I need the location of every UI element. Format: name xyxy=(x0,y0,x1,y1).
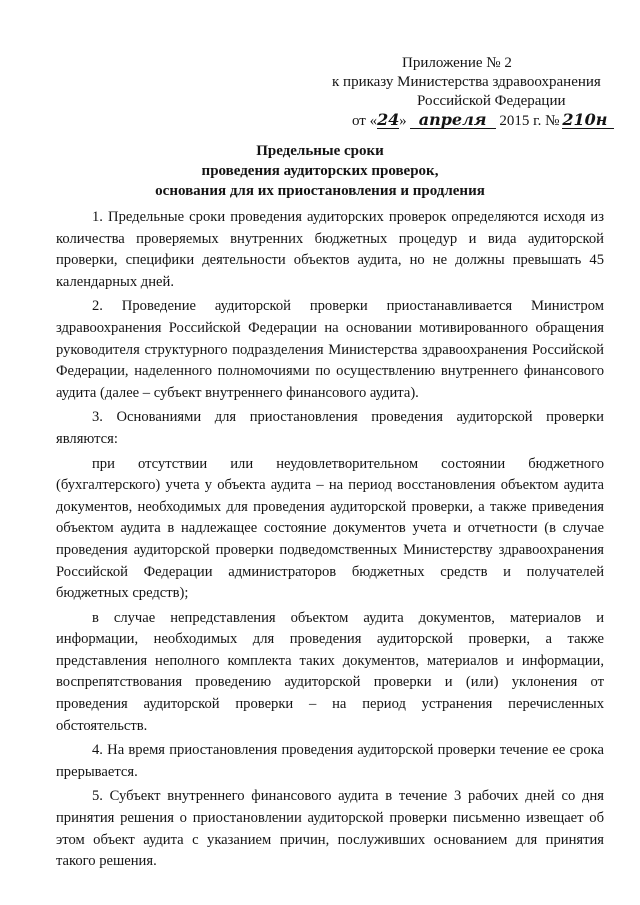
date-year-label: 2015 г. № xyxy=(499,113,560,129)
handwritten-month: апреля xyxy=(410,112,496,129)
handwritten-order-number: 210н xyxy=(562,112,614,129)
title-line-2: проведения аудиторских проверок, xyxy=(201,163,439,179)
title-line-3: основания для их приостановления и продления xyxy=(155,183,485,199)
appendix-number: Приложение № 2 xyxy=(402,55,512,71)
federation-name: Российской Федерации xyxy=(417,93,566,109)
paragraph-2: 2. Проведение аудиторской проверки приостанавливается Министром здравоохранения Российской Федерации на основании мотивированного обращения руководителя структурного подразделения Министерства здравоохранения Российской Федерации, наделенного полномочиями по осуществлению внутреннего финансового аудита (далее – субъект внутреннего финансового аудита). xyxy=(56,298,604,401)
order-reference: к приказу Министерства здравоохранения xyxy=(332,74,601,90)
handwritten-day: 24 xyxy=(377,110,400,129)
date-prefix: от « xyxy=(352,113,378,129)
paragraph-1: 1. Предельные сроки проведения аудиторских проверок определяются исходя из количества проверяемых внутренних бюджетных процедур и вида аудиторской проверки, специфики деятельности объектов аудита, но не должны превышать 45 календарных дней. xyxy=(56,209,604,290)
title-line-1: Предельные сроки xyxy=(256,143,384,159)
paragraph-3: 3. Основаниями для приостановления проведения аудиторской проверки являются: xyxy=(56,409,604,447)
appendix-header xyxy=(306,54,616,131)
document-body xyxy=(56,207,604,873)
order-date-line xyxy=(306,112,616,131)
document-title xyxy=(0,141,640,201)
paragraph-4: 4. На время приостановления проведения аудиторской проверки течение ее срока прерывается. xyxy=(56,742,604,780)
paragraph-5: 5. Субъект внутреннего финансового аудита в течение 3 рабочих дней со дня принятия решения о приостановлении аудиторской проверки письменно извещает об этом объект аудита с указанием причин, послуживших основанием для принятия такого решения. xyxy=(56,788,604,870)
paragraph-3-item-1: при отсутствии или неудовлетворительном состоянии бюджетного (бухгалтерского) учета у объекта аудита – на период восстановления объектом аудита документов, необходимых для проведения аудиторской проверки, а также приведения объектом аудита в надлежащее состояние документов учета и отчетности (в случае проведения аудиторской проверки подведомственных Министерству здравоохранения Российской Федерации администраторов бюджетных средств и получателей бюджетных средств); xyxy=(56,455,604,602)
paragraph-3-item-2: в случае непредставления объектом аудита документов, материалов и информации, необходимых для проведения аудиторской проверки, а также представления неполного комплекта таких документов, материалов и информации, воспрепятствования проведению аудиторской проверки и (или) уклонения от проведения аудиторской проверки – на период устранения перечисленных обстоятельств. xyxy=(56,609,604,734)
date-quote-close: » xyxy=(399,113,407,129)
